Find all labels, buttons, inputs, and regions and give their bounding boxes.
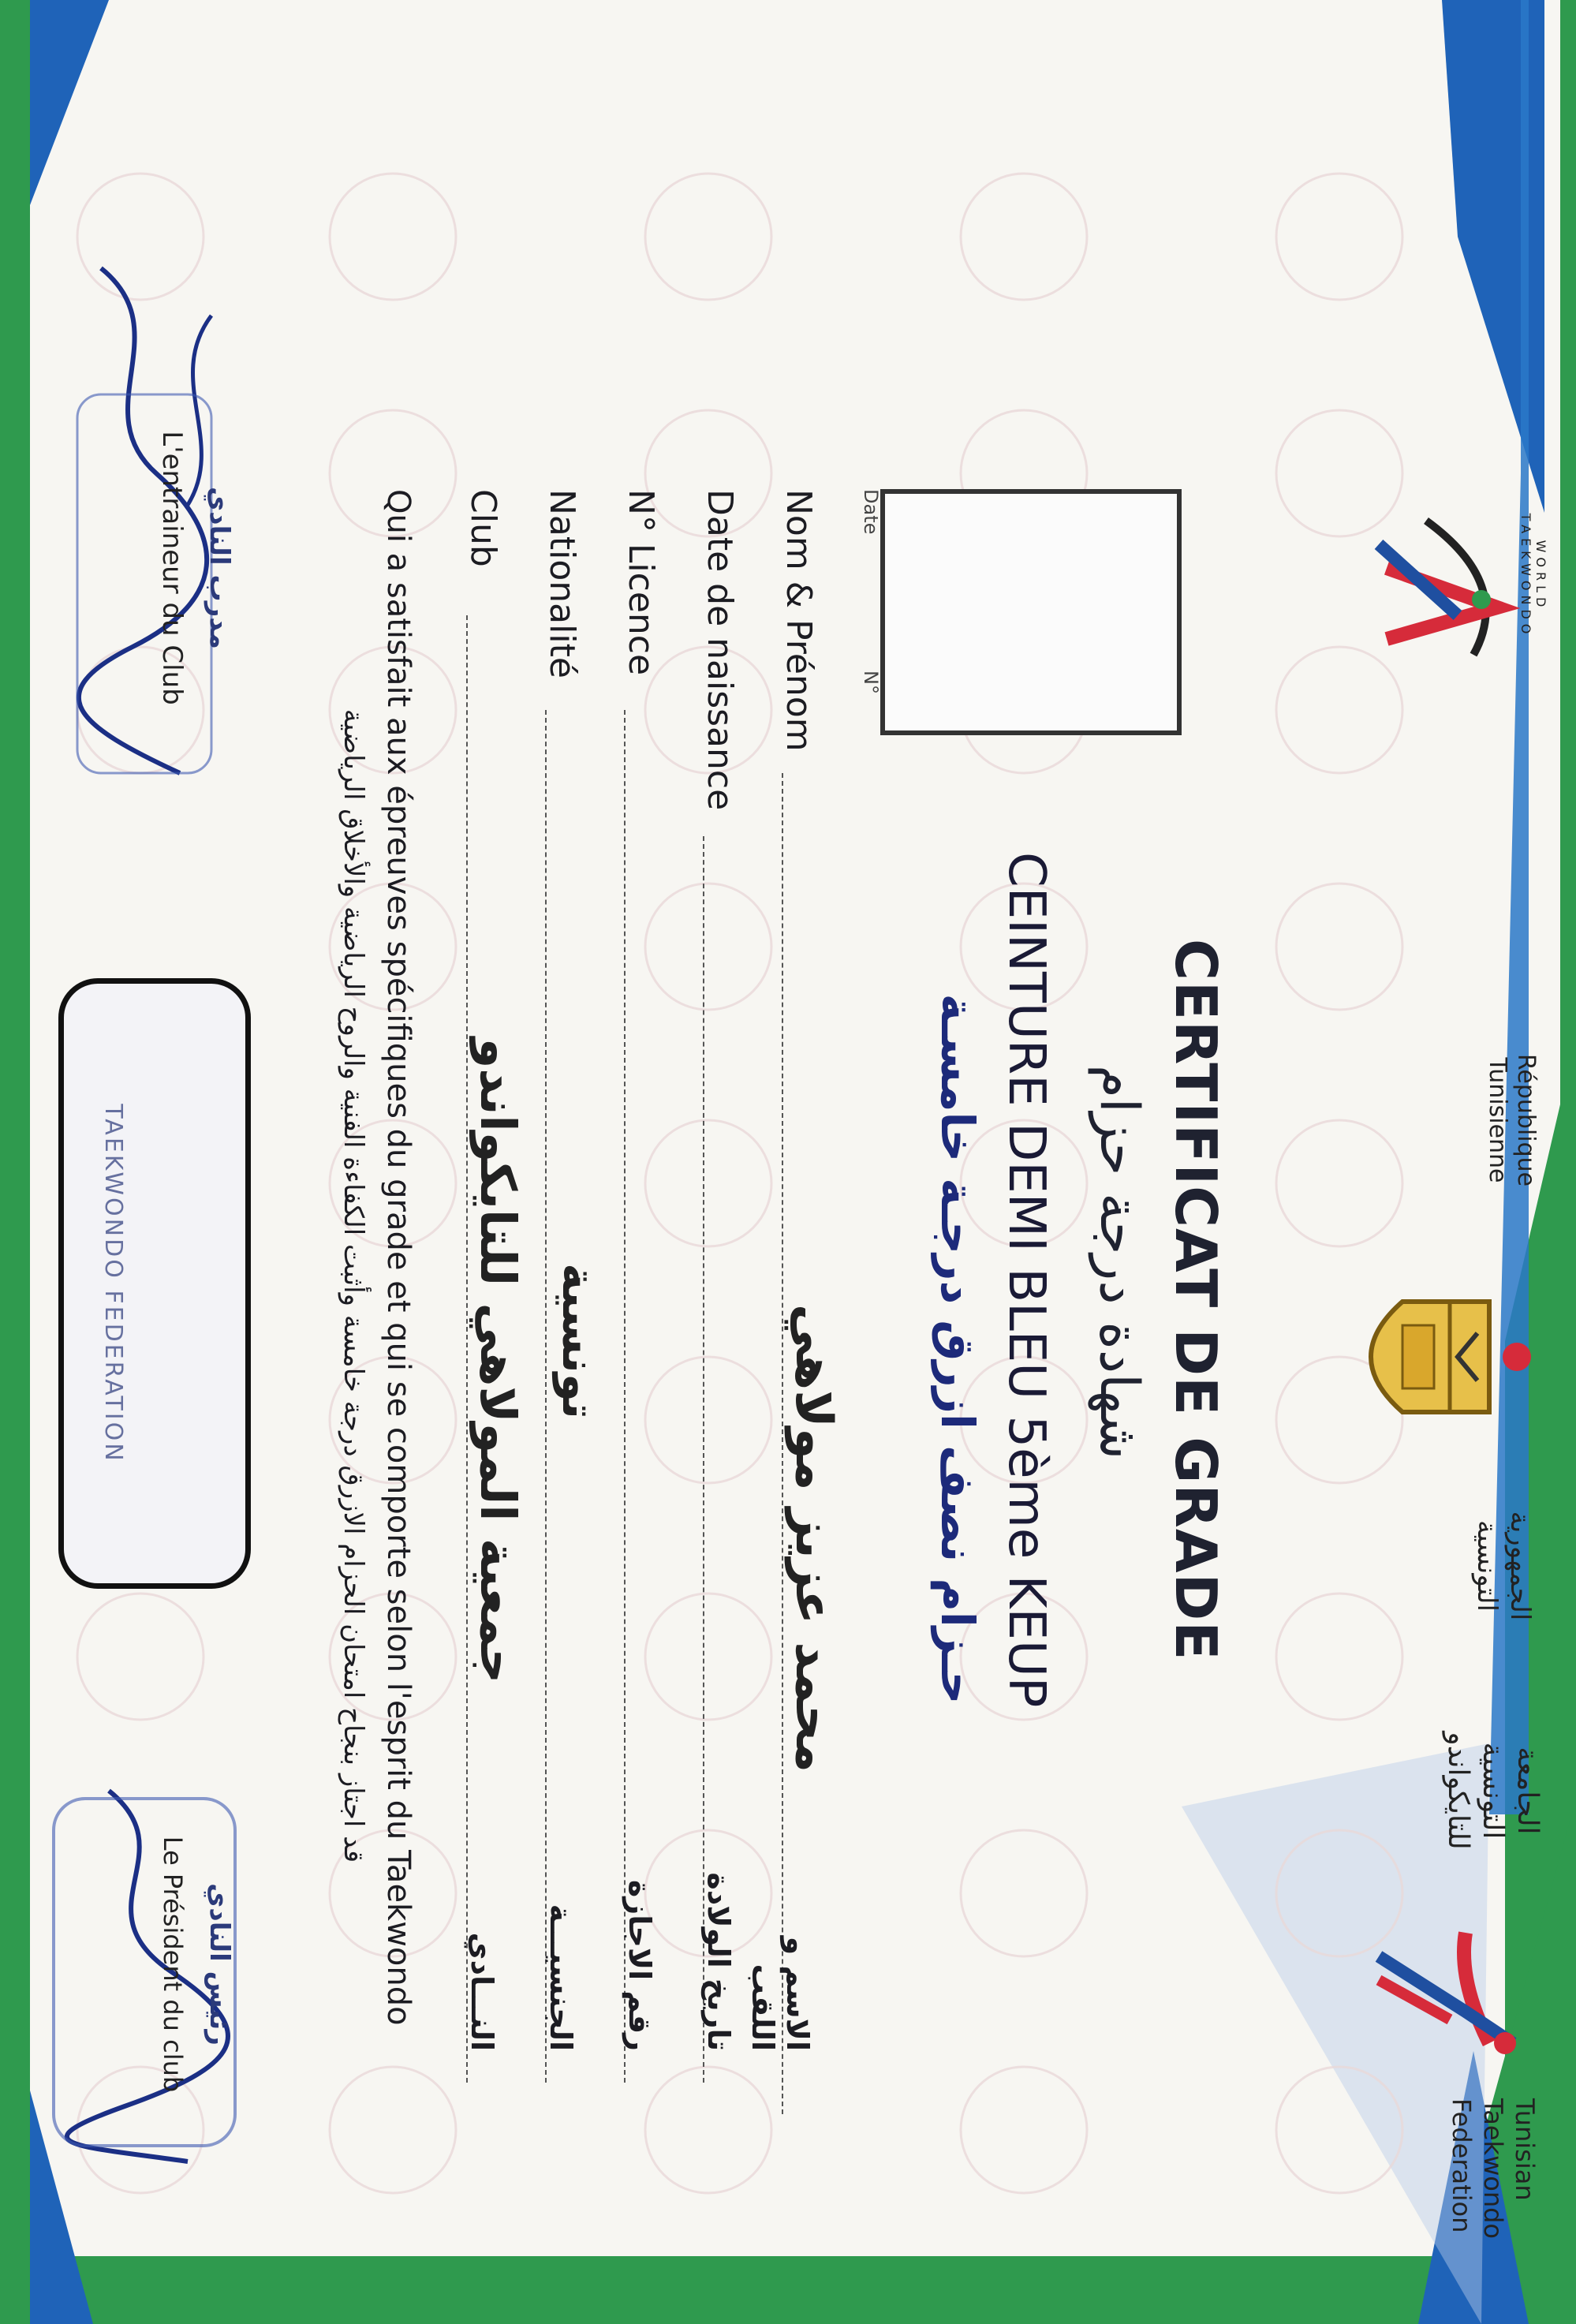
birth-label-ar: تاريخ الولادة — [701, 1872, 736, 2051]
nationality-label-fr: Nationalité — [542, 489, 582, 678]
licence-label-fr: N° Licence — [621, 489, 661, 676]
photo-date-label: Date — [860, 489, 882, 535]
republic-ar: الجمهورية التونسية — [1471, 1511, 1536, 1621]
name-value: محمد عزيز مولاهي — [784, 1303, 842, 1773]
certificate-title-ar: شهادة درجة حزام — [1088, 1064, 1150, 1460]
name-label-ar: الاسم و اللقب — [745, 1936, 815, 2051]
tunisia-coat-of-arms — [1331, 1278, 1537, 1436]
club-value: جمعية المولاهي للتايكواندو — [469, 1037, 527, 1684]
licence-label-ar: رقم الاجازة — [622, 1879, 657, 2051]
stamp-text: TAEKWONDO FEDERATION — [99, 1104, 127, 1463]
president-name: رئيس النادي — [204, 1883, 235, 2046]
grade-title-ar: حـزام نصف ازرق درجـة خامسـة — [931, 993, 984, 1705]
certificate-title-fr: CERTIFICAT DE GRADE — [1163, 939, 1229, 1661]
federation-logo — [1371, 1909, 1537, 2075]
president-role: Le Président du club — [158, 1836, 188, 2093]
world-taekwondo-text: WORLD TAEKWONDO — [1518, 513, 1548, 639]
world-taekwondo-logo — [1363, 489, 1544, 678]
federation-stamp-box — [58, 978, 251, 1589]
republic-fr: République Tunisienne — [1484, 1053, 1540, 1187]
photo-number-label: N° — [860, 671, 882, 694]
statement-fr: Qui a satisfait aux épreuves spécifiques du grade et qui se comporte selon l'esprit du Taekwondo — [380, 489, 416, 2026]
birth-label-fr: Date de naissance — [700, 489, 740, 811]
photo-box — [880, 489, 1182, 735]
statement-ar: قد اجتاز بنجاح امتحان الحزام الازرق درجة خامسة وأثبت الكفاءة الفنية والروح الرياضية والأخلاق الرياضية — [338, 708, 369, 1863]
federation-en: Tunisian Taekwondo Federation — [1447, 2098, 1540, 2239]
grade-title-fr: CEINTURE DEMI BLEU 5ème KEUP — [997, 852, 1055, 1708]
nationality-label-ar: الجنسيـــة — [543, 1904, 578, 2051]
nationality-value: تونسية — [552, 1263, 606, 1419]
club-label-fr: Club — [463, 489, 503, 567]
federation-ar: الجامعة التونسية للتايكواندو — [1442, 1732, 1544, 1850]
club-label-ar: النـــادي — [465, 1932, 499, 2051]
coach-name: مدرب النادي — [204, 487, 235, 649]
coach-role: L'entraineur du Club — [156, 431, 188, 705]
president-signature — [30, 1767, 282, 2177]
name-label-fr: Nom & Prénom — [779, 489, 819, 752]
